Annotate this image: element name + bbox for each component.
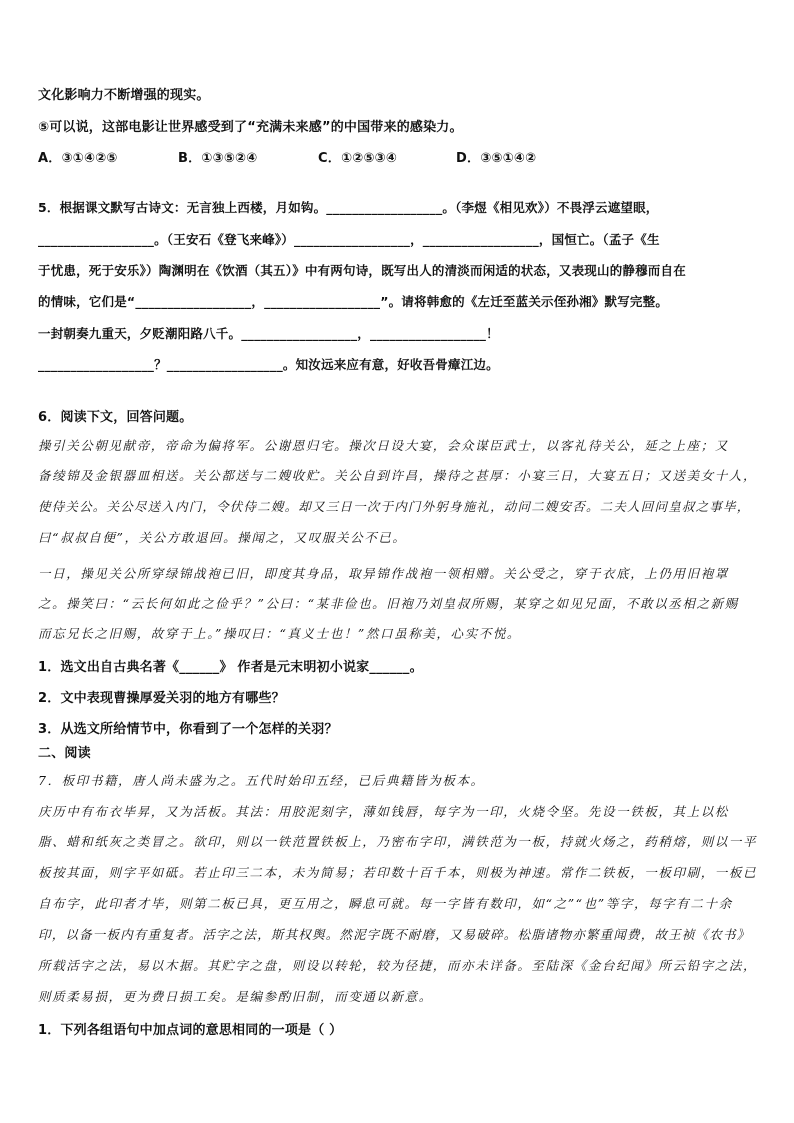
section2-para1-line-1: 7．板印书籍，唐人尚未盛为之。五代时始印五经，已后典籍皆为板本。 bbox=[38, 773, 485, 788]
q6-para1-line-4: 曰“叔叔自便”，关公方敢退回。操闻之，又叹服关公不已。 bbox=[38, 530, 407, 545]
q5-line-6: __________________？__________________。知汝远来应有意，好收吾骨瘴江边。 bbox=[38, 357, 499, 372]
section2-para2-line-7: 则质柔易损，更为费日损工矣。是编参酌旧制，而变通以新意。 bbox=[38, 989, 433, 1004]
q5-line-2: __________________。（王安石《登飞来峰》）__________________，__________________，国恒亡。（孟子《生 bbox=[38, 232, 660, 247]
section2-para2-line-3: 板按其面，则字平如砥。若止印三二本，未为简易；若印数十百千本，则极为神速。常作二铁板，一板印刷，一板已 bbox=[38, 865, 758, 880]
q4-option-b: B．①③⑤②④ bbox=[178, 151, 258, 166]
q5-line-1: 5．根据课文默写古诗文：无言独上西楼，月如钩。__________________。（李煜《相见欢》）不畏浮云遮望眼， bbox=[38, 200, 659, 215]
q6-question-3: 3．从选文所给情节中，你看到了一个怎样的关羽？ bbox=[38, 722, 338, 737]
q6-para2-line-1: 一日，操见关公所穿绿锦战袍已旧，即度其身品，取异锦作战袍一领相赠。关公受之，穿于衣底，上仍用旧袍罩 bbox=[38, 566, 729, 581]
section2-para2-line-4: 自布字，此印者才毕，则第二板已具，更互用之，瞬息可就。每一字皆有数印，如“之”“也”等字，每字有二十余 bbox=[38, 896, 733, 911]
q4-item5: ⑤可以说，这部电影让世界感受到了“充满未来感”的中国带来的感染力。 bbox=[38, 120, 463, 135]
q6-heading: 6．阅读下文，回答问题。 bbox=[38, 410, 193, 425]
section2-para2-line-6: 所载活字之法，易以木据。其贮字之盘，则设以转轮，较为径捷，而亦未详备。至陆深《金台纪闻》所云铅字之法， bbox=[38, 958, 758, 973]
q6-para2-line-2: 之。操笑曰：“云长何如此之俭乎？”公曰：“某非俭也。旧袍乃刘皇叔所赐，某穿之如见兄面，不敢以丞相之新赐 bbox=[38, 596, 739, 611]
q4-option-a: A．③①④②⑤ bbox=[38, 151, 118, 166]
q6-para1-line-2: 备绫锦及金银器皿相送。关公都送与二嫂收贮。关公自到许昌，操待之甚厚：小宴三日，大宴五日；又送美女十人， bbox=[38, 468, 758, 483]
q4-tail-line: 文化影响力不断增强的现实。 bbox=[38, 88, 210, 103]
q5-line-3: 于忧患，死于安乐》）陶渊明在《饮酒（其五）》中有两句诗，既写出人的清淡而闲适的状态，又表现山的静穆而自在 bbox=[38, 263, 686, 278]
q6-question-2: 2．文中表现曹操厚爱关羽的地方有哪些？ bbox=[38, 691, 285, 706]
section2-para2-line-1: 庆历中有布衣毕昇，又为活板。其法：用胶泥刻字，薄如钱唇，每字为一印，火烧令坚。先设一铁板，其上以松 bbox=[38, 804, 729, 819]
section2-para2-line-2: 脂、蜡和纸灰之类冒之。欲印，则以一铁范置铁板上，乃密布字印，满铁范为一板，持就火炀之，药稍熔，则以一平 bbox=[38, 834, 758, 849]
section2-para2-line-5: 印，以备一板内有重复者。活字之法，斯其权舆。然泥字既不耐磨，又易破碎。松脂诸物亦繁重闻费，故王祯《农书》 bbox=[38, 927, 751, 942]
section2-question-1: 1．下列各组语句中加点词的意思相同的一项是（ ） bbox=[38, 1023, 343, 1038]
q4-option-d: D．③⑤①④② bbox=[456, 151, 537, 166]
q6-para1-line-1: 操引关公朝见献帝，帝命为偏将军。公谢恩归宅。操次日设大宴，会众谋臣武士，以客礼待关公，延之上座；又 bbox=[38, 438, 729, 453]
q4-options bbox=[38, 147, 758, 166]
q6-para2-line-3: 而忘兄长之旧赐，故穿于上。”操叹曰：“真义士也！”然口虽称美，心实不悦。 bbox=[38, 626, 522, 641]
section2-heading: 二、阅读 bbox=[38, 746, 91, 761]
q6-question-1: 1．选文出自古典名著《______》 作者是元末明初小说家______。 bbox=[38, 660, 423, 675]
q5-line-4: 的情味，它们是“__________________，__________________”。请将韩愈的《左迁至蓝关示侄孙湘》默写完整。 bbox=[38, 294, 669, 309]
q4-option-c: C．①②⑤③④ bbox=[318, 151, 397, 166]
q5-line-5: 一封朝奏九重天，夕贬潮阳路八千。__________________，__________________！ bbox=[38, 326, 499, 341]
q6-para1-line-3: 使侍关公。关公尽送入内门，令伏侍二嫂。却又三日一次于内门外躬身施礼，动问二嫂安否。二夫人回问皇叔之事毕， bbox=[38, 499, 751, 514]
